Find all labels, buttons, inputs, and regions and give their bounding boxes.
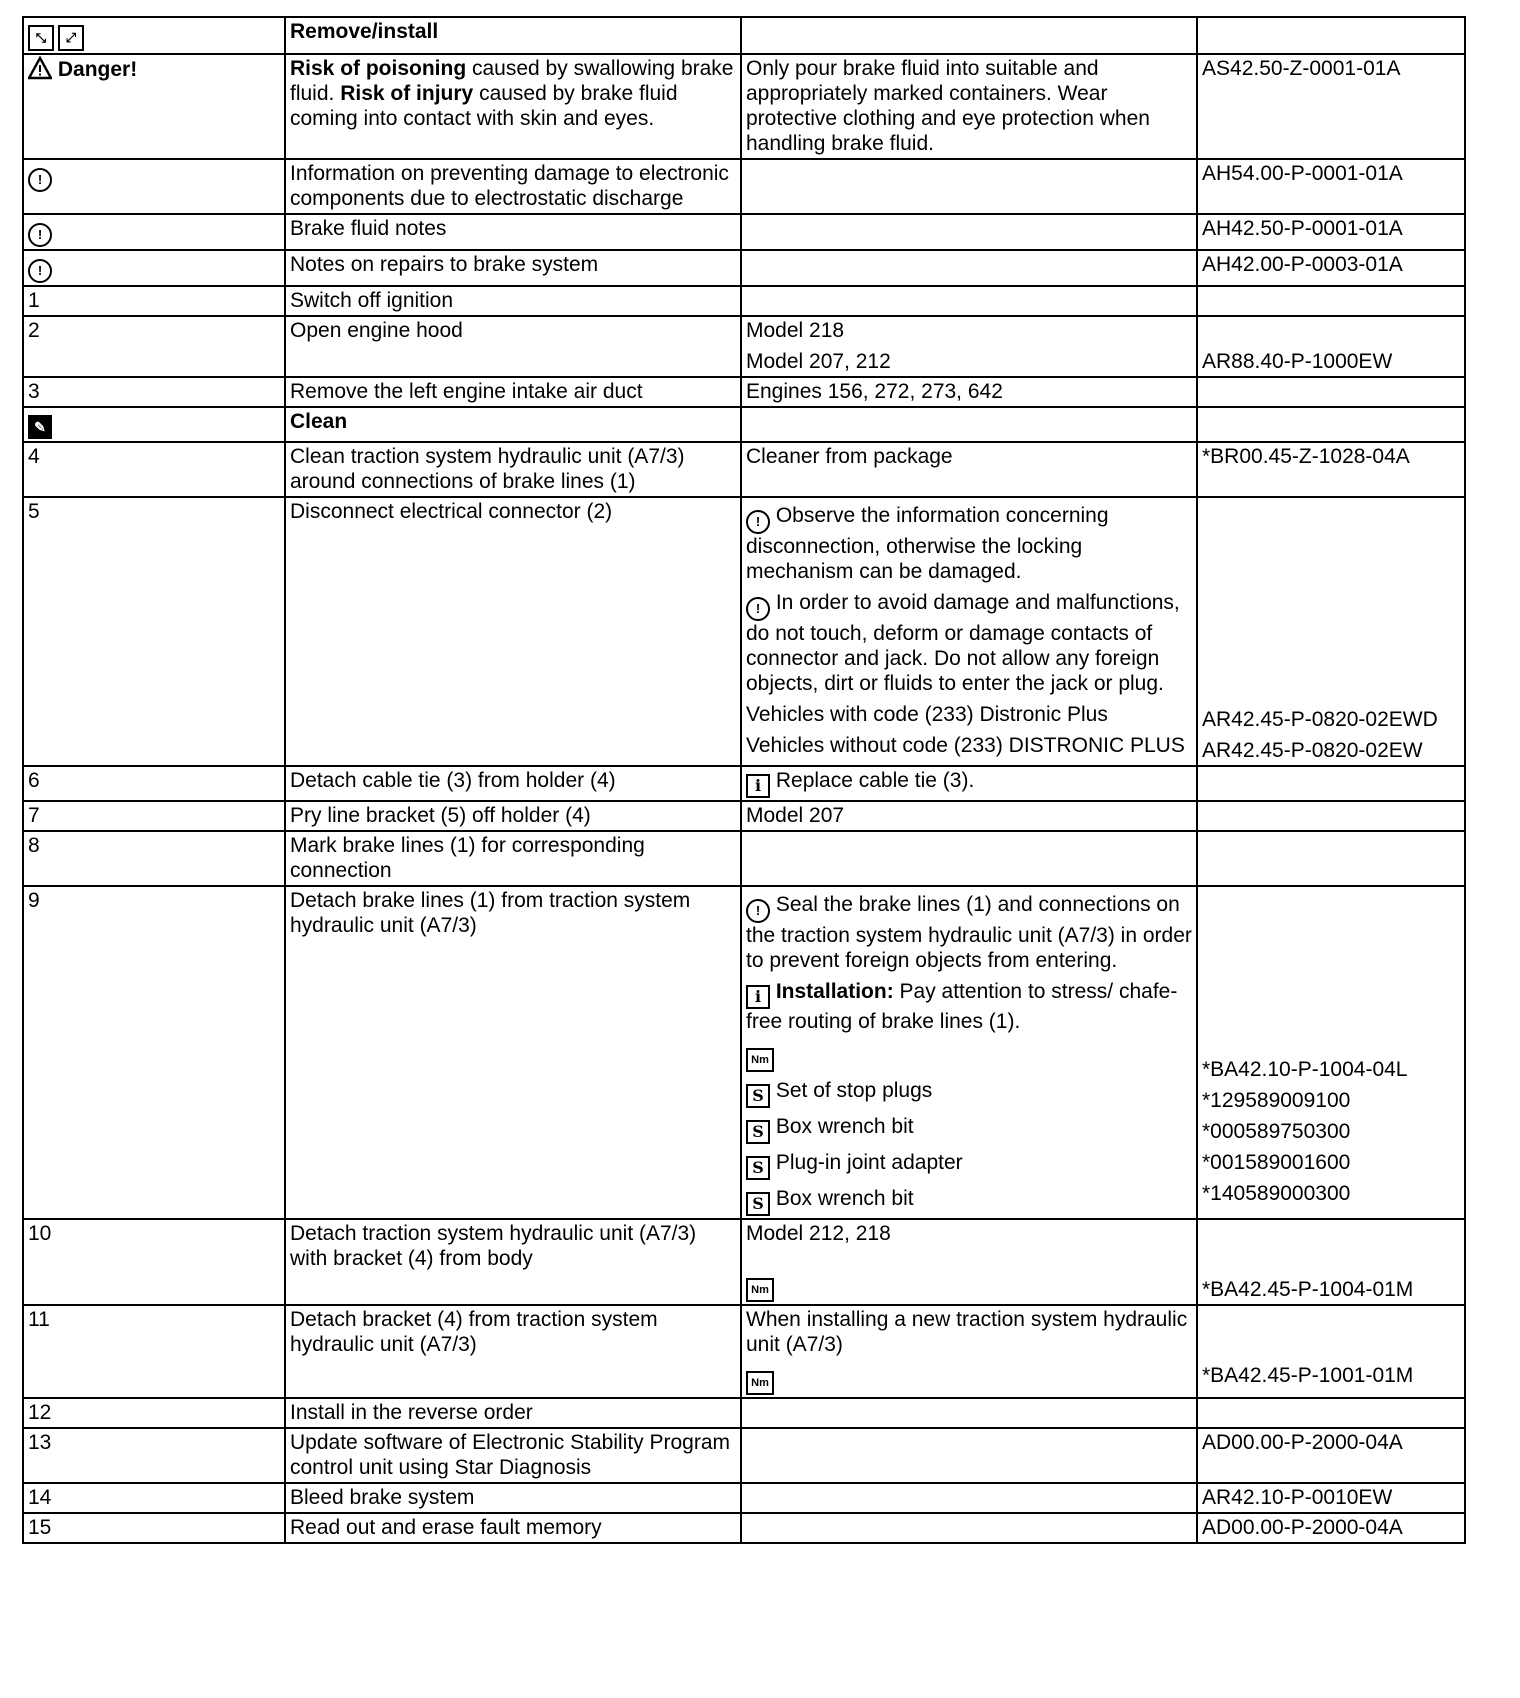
table-row [23,442,1465,497]
step-text: Remove the left engine intake air duct [285,377,741,407]
step-number: 6 [23,766,285,801]
reference-link[interactable]: AH42.50-P-0001-01A [1197,214,1465,250]
torque-nm-icon: Nm [746,1278,774,1302]
note-circle-icon: ! [746,510,770,534]
procedure-table [22,16,1466,1544]
section-title: Remove/install [285,17,741,54]
note-circle-icon: ! [28,168,52,192]
note-circle-icon: ! [28,259,52,283]
step-number: 13 [23,1428,285,1483]
step-text: Detach brake lines (1) from traction system hydraulic unit (A7/3) [285,886,741,1219]
step-text: Install in the reverse order [285,1398,741,1428]
reference-link[interactable]: AR42.45-P-0820-02EWD [1202,708,1438,731]
expand-arrows-icon: ⤡ [28,25,54,51]
step-text: Detach cable tie (3) from holder (4) [285,766,741,801]
step-number: 14 [23,1483,285,1513]
reference-link[interactable]: *001589001600 [1202,1151,1351,1174]
step-number: 3 [23,377,285,407]
condition-text: Vehicles without code (233) DISTRONIC PLUS [746,734,1185,757]
table-row [23,1398,1465,1428]
torque-nm-icon: Nm [746,1048,774,1072]
step-text: Bleed brake system [285,1483,741,1513]
step-number: 5 [23,497,285,766]
step-number: 7 [23,801,285,831]
table-row: 6 Detach cable tie (3) from holder (4) i Replace cable tie (3). [23,766,1465,801]
note-text: Brake fluid notes [285,214,741,250]
special-tool-icon: S [746,1156,770,1180]
step-number: 4 [23,442,285,497]
step-number: 9 [23,886,285,1219]
table-row [23,377,1465,407]
step-number: 15 [23,1513,285,1543]
table-row [23,159,1465,214]
collapse-arrows-icon: ⤢ [58,25,84,51]
condition-text: Model 207 [741,801,1197,831]
reference-link[interactable]: AD00.00-P-2000-04A [1197,1428,1465,1483]
step-number: 11 [23,1305,285,1398]
reference-link[interactable]: AR88.40-P-1000EW [1202,350,1393,373]
table-row [23,1513,1465,1543]
table-row [23,1305,1465,1398]
step-text: Disconnect electrical connector (2) [285,497,741,766]
table-row [23,831,1465,886]
reference-link[interactable]: *140589000300 [1202,1182,1351,1205]
reference-link[interactable]: AH42.00-P-0003-01A [1197,250,1465,286]
condition-text: Engines 156, 272, 273, 642 [741,377,1197,407]
reference-link[interactable]: AR42.10-P-0010EW [1197,1483,1465,1513]
reference-link[interactable]: *BA42.45-P-1001-01M [1202,1364,1414,1387]
table-row [23,1219,1465,1305]
step-text: Update software of Electronic Stability Program control unit using Star Diagnosis [285,1428,741,1483]
reference-link[interactable]: AR42.45-P-0820-02EW [1202,739,1423,762]
reference-link[interactable]: *000589750300 [1202,1120,1351,1143]
step-text: Switch off ignition [285,286,741,316]
step-number: 1 [23,286,285,316]
condition-text: Vehicles with code (233) Distronic Plus [746,703,1108,726]
step-text: Detach traction system hydraulic unit (A7/3) with bracket (4) from body [285,1219,741,1305]
table-row [23,407,1465,442]
table-row [23,801,1465,831]
special-tool-icon: S [746,1084,770,1108]
special-tool-icon: S [746,1192,770,1216]
table-row [23,286,1465,316]
step-number: 8 [23,831,285,886]
step-number: 12 [23,1398,285,1428]
condition-text: Model 207, 212 [746,350,891,373]
step-text: Pry line bracket (5) off holder (4) [285,801,741,831]
torque-nm-icon: Nm [746,1371,774,1395]
reference-link[interactable]: *129589009100 [1202,1089,1351,1112]
info-box-icon: i [746,774,770,798]
step-text: Detach bracket (4) from traction system hydraulic unit (A7/3) [285,1305,741,1398]
step-text: Clean traction system hydraulic unit (A7/3) around connections of brake lines (1) [285,442,741,497]
table-row [23,316,1465,377]
warning-triangle-icon [28,56,52,80]
reference-link[interactable]: AD00.00-P-2000-04A [1197,1513,1465,1543]
reference-link[interactable]: AH54.00-P-0001-01A [1197,159,1465,214]
danger-label: Danger! [57,58,138,81]
info-box-icon: i [746,985,770,1009]
note-text: Notes on repairs to brake system [285,250,741,286]
note-circle-icon: ! [746,899,770,923]
step-text: Open engine hood [285,316,741,377]
table-row [23,1483,1465,1513]
danger-measure: Only pour brake fluid into suitable and appropriately marked containers. Wear protective clothing and eye protection when handling brake fluid. [741,54,1197,159]
section-title: Clean [285,407,741,442]
reference-link[interactable]: AS42.50-Z-0001-01A [1197,54,1465,159]
special-tool-icon: S [746,1120,770,1144]
step-text: Mark brake lines (1) for corresponding connection [285,831,741,886]
clean-icon: ✎ [28,415,52,439]
condition-text: Cleaner from package [741,442,1197,497]
table-row [23,250,1465,286]
step-text: Read out and erase fault memory [285,1513,741,1543]
note-circle-icon: ! [28,223,52,247]
reference-link[interactable]: *BA42.45-P-1004-01M [1202,1278,1414,1301]
condition-text: When installing a new traction system hydraulic unit (A7/3) [746,1308,1188,1356]
danger-cell [23,54,285,159]
condition-text: Model 218 [746,319,845,342]
table-row: 9 Detach brake lines (1) from traction system hydraulic unit (A7/3) ! Seal the brake lines (1) and connections on the traction system hydraulic unit (A7/3) in order to prevent foreign objects from entering. i Installation: Pay attention to stress/ chafe-free routing of brake lines (1). Nm S Set of stop plugs S Box wrench bit S Plug-in joint adapter S Box wrench bit *BA42.10-P-1004-04L *129589009100 *000589750300 *001589001600 *140589000300 [23,886,1465,1219]
note-circle-icon: ! [746,597,770,621]
reference-link[interactable]: *BA42.10-P-1004-04L [1202,1058,1408,1081]
table-row [23,17,1465,54]
table-row [23,54,1465,159]
note-text: Information on preventing damage to electronic components due to electrostatic discharge [285,159,741,214]
table-row [23,1428,1465,1483]
condition-text: Model 212, 218 [746,1222,891,1245]
reference-link[interactable]: *BR00.45-Z-1028-04A [1197,442,1465,497]
step-number: 2 [23,316,285,377]
table-row: 5 Disconnect electrical connector (2) ! Observe the information concerning disconnection, otherwise the locking mechanism can be damaged. ! In order to avoid damage and malfunctions, do not touch, deform or damage contacts of connector and jack. Do not allow any foreign objects, dirt or fluids to enter the jack or plug. Vehicles with code (233) Distronic Plus Vehicles without code (233) DISTRONIC PLUS AR42.45-P-0820-02EWD AR42.45-P-0820-02EW [23,497,1465,766]
header-icons [23,17,285,54]
table-row [23,214,1465,250]
step-number: 10 [23,1219,285,1305]
danger-description: Risk of poisoning caused by swallowing brake fluid. Risk of injury caused by brake fluid coming into contact with skin and eyes. [285,54,741,159]
